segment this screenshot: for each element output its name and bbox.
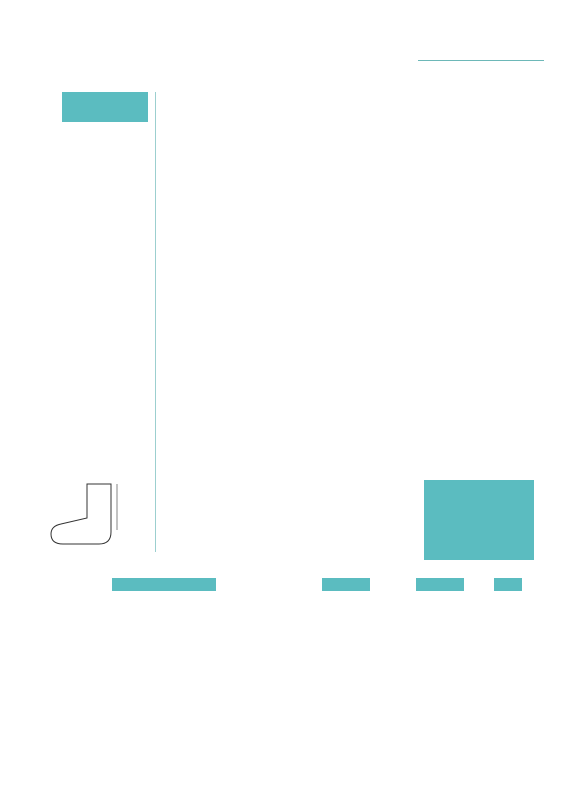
column-1 — [162, 97, 290, 105]
chart-b-title — [322, 578, 370, 591]
key-title — [494, 578, 522, 591]
knitting-charts — [0, 592, 566, 792]
column-2 — [292, 97, 418, 102]
chart-a-title — [112, 578, 216, 591]
chart-c-title — [416, 578, 464, 591]
irinas-tip-box — [424, 480, 534, 560]
need-to-know-badge — [62, 92, 148, 122]
section-rule — [418, 60, 544, 61]
sock-diagram — [43, 482, 151, 552]
